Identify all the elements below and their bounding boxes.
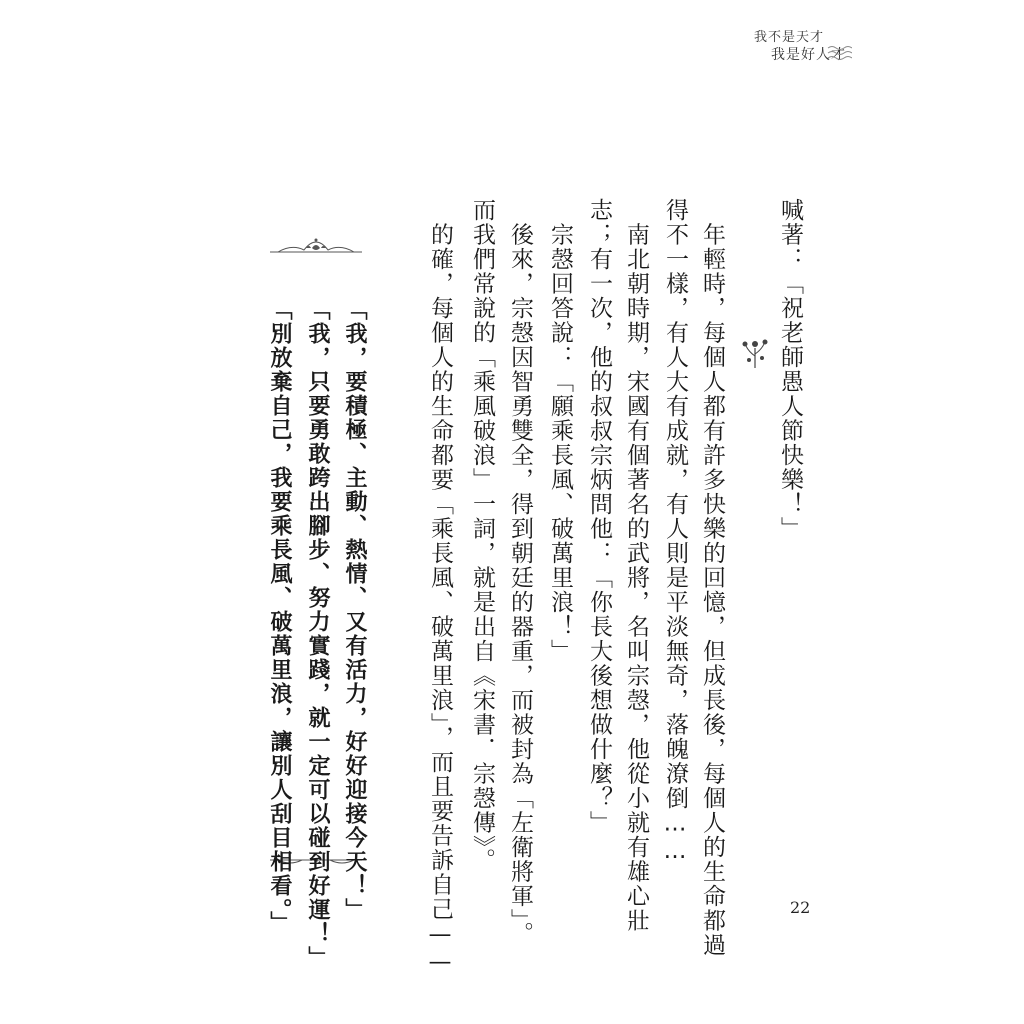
body-column: 喊著：「祝老師愚人節快樂！」 — [777, 198, 803, 541]
body-column: 而我們常說的「乘風破浪」一詞，就是出自《宋書．宗愨傳》。 — [469, 198, 495, 873]
quote-column: 「別放棄自己，我要乘長風、破萬里浪，讓別人刮目相看。」 — [267, 298, 292, 935]
body-column: 後來，宗愨因智勇雙全，得到朝廷的器重，而被封為「左衛將軍」。 — [507, 198, 533, 946]
header-line-1: 我不是天才 — [753, 30, 824, 45]
body-column: 得不一樣，有人大有成就，有人則是平淡無奇，落魄潦倒…… — [662, 198, 688, 866]
header-line-2: 我是好人才 — [771, 47, 846, 63]
page-number: 22 — [790, 898, 811, 917]
body-column: 志；有一次，他的叔叔宗炳問他：「你長大後想做什麼？」 — [586, 198, 612, 835]
body-column: 宗愨回答說：「願乘長風、破萬里浪！」 — [547, 198, 573, 664]
body-column: 的確，每個人的生命都要「乘長風、破萬里浪」，而且要告訴自己—— — [427, 198, 453, 977]
wave-lines-icon — [826, 42, 852, 66]
flourish-divider-top — [268, 236, 364, 260]
quote-column: 「我，要積極、主動、熱情、又有活力，好好迎接今天！」 — [342, 298, 367, 922]
sprig-icon — [740, 336, 770, 370]
body-column: 年輕時，每個人都有許多快樂的回憶，但成長後，每個人的生命都過 — [699, 198, 725, 958]
body-column: 南北朝時期，宋國有個著名的武將，名叫宗愨，他從小就有雄心壯 — [623, 198, 649, 933]
quote-column: 「我，只要勇敢跨出腳步、努力實踐，就一定可以碰到好運！」 — [305, 298, 330, 970]
